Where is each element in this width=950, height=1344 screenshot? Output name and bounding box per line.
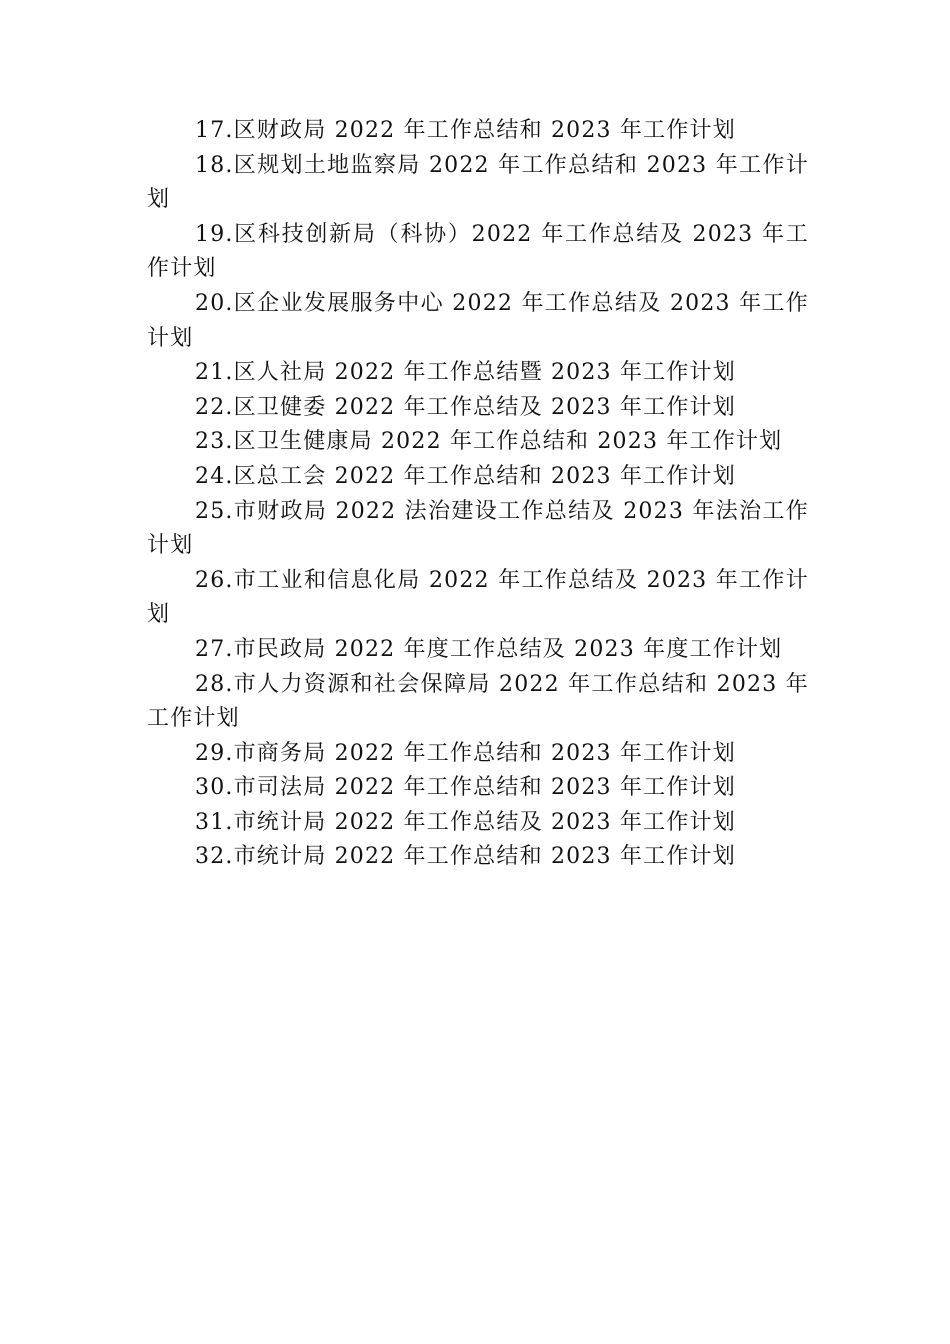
list-item: 28.市人力资源和社会保障局 2022 年工作总结和 2023 年工作计划 [147,671,809,732]
table-of-contents [147,114,809,875]
list-item: 31.市统计局 2022 年工作总结及 2023 年工作计划 [195,809,736,835]
list-item: 22.区卫健委 2022 年工作总结及 2023 年工作计划 [195,394,736,420]
list-item: 23.区卫生健康局 2022 年工作总结和 2023 年工作计划 [195,429,783,455]
list-item: 27.市民政局 2022 年度工作总结及 2023 年度工作计划 [195,636,783,662]
list-item: 20.区企业发展服务中心 2022 年工作总结及 2023 年工作计划 [147,290,809,351]
list-item: 21.区人社局 2022 年工作总结暨 2023 年工作计划 [195,360,736,386]
list-item: 19.区科技创新局（科协）2022 年工作总结及 2023 年工作计划 [147,221,809,282]
list-item: 32.市统计局 2022 年工作总结和 2023 年工作计划 [195,844,736,870]
list-item: 25.市财政局 2022 法治建设工作总结及 2023 年法治工作计划 [147,498,809,559]
list-item: 17.区财政局 2022 年工作总结和 2023 年工作计划 [195,118,736,143]
list-item: 24.区总工会 2022 年工作总结和 2023 年工作计划 [195,463,736,489]
list-item: 30.市司法局 2022 年工作总结和 2023 年工作计划 [195,775,736,801]
list-item: 29.市商务局 2022 年工作总结和 2023 年工作计划 [195,740,736,766]
list-item: 26.市工业和信息化局 2022 年工作总结及 2023 年工作计划 [147,567,809,628]
list-item: 18.区规划土地监察局 2022 年工作总结和 2023 年工作计划 [147,152,809,213]
